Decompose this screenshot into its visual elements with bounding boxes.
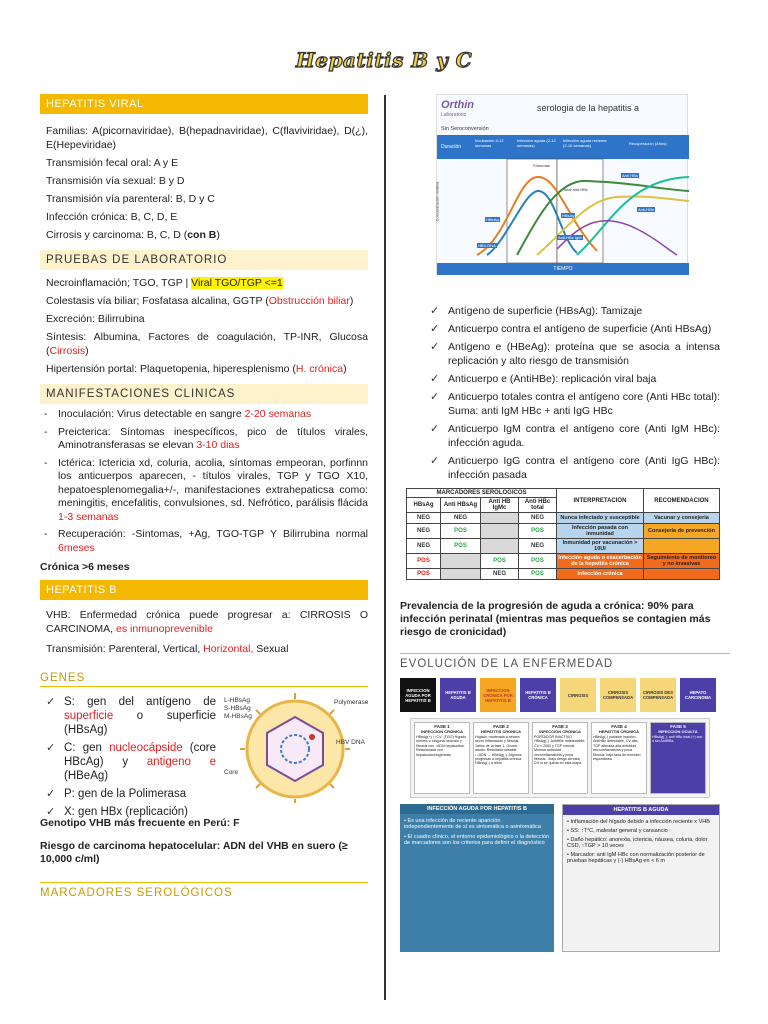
table-header: INTERPRETACION	[557, 489, 644, 513]
table-cell	[441, 569, 481, 580]
phase-card: FASE 4 HEPATITIS CRONICA HBeAg(-) portador inactivo. AntiHBe detectable, CV alta. TGP alterada alta actividad necroinflamatoria y poca fibrosis. bajo tasa de remisión espontánea	[591, 722, 647, 794]
table-cell-interpretacion: Infección crónica	[557, 569, 644, 580]
serologia-image	[436, 94, 688, 274]
table-row	[407, 524, 720, 539]
flow-step: CIRROSIS DES COMPENSADA	[640, 678, 676, 712]
phase-label: Incubación 4-12 semanas	[475, 138, 504, 148]
table-cell: NEG	[519, 513, 557, 524]
table-cell: POS	[441, 524, 481, 539]
table-group-header: MARCADORES SEROLOGICOS	[407, 489, 557, 498]
table-cell-interpretacion: Infección aguda o exacerbación de la hepatitis crónica	[558, 555, 642, 567]
genotipo-line: Genotipo VHB más frecuente en Perú: F	[40, 817, 240, 829]
aguda-card: INFECCIÓN AGUDA POR HEPATITIS B • Es una infección de reciente aparición independientemente de sí es sintomática o asintomática • El cuadro clínico, el entorno epidemiológico o la detección de marcadores son los criterios para definir el diagnóstico	[400, 804, 554, 952]
evolucion-diagram	[400, 678, 720, 952]
viral-line: Transmisión vía parenteral: B, D y C	[46, 193, 215, 205]
table-cell-recomendacion: Consejería de prevención	[643, 524, 719, 539]
curve-label: Anti-HBc IgM	[558, 235, 582, 240]
list-item: ✓ X: gen HBx (replicación)	[44, 805, 216, 819]
duracion-label: Duración	[441, 144, 462, 150]
orthin-logo: Orthin	[441, 99, 474, 111]
hepb-aguda-card: HEPATITIS B AGUDA • Inflamación del hígado debido a infección reciente x VHB • SS: ↑T°C, malestar general y cansancio • Daño hepático: anorexia, ictericia, náusea, coluria, dolor CSD, ↑TGP > 10 veces • Marcador: anti IgM HBc con normalización posterior de pruebas hepáticas y (-) HBsAg en < 6 m	[562, 804, 720, 952]
curve-label: Síntomas	[533, 163, 550, 168]
list-item: ✓ Anticuerpo e (AntiHBe): replicación viral baja	[428, 372, 720, 386]
list-item: - Recuperación: -Sintomas, +Ag, TGO-TGP Y Bilirrubina normal 6meses	[40, 528, 368, 555]
sin-seroconversion: Sin Seroconversión	[441, 126, 489, 132]
table-cell	[481, 513, 519, 524]
right-column	[400, 94, 730, 952]
list-item: ✓ Anticuerpo IgG contra el antígeno core (Anti IgG HBc): infección pasada	[428, 454, 720, 482]
table-cell-interpretacion: Infección pasada con inmunidad	[557, 524, 644, 539]
table-cell: POS	[519, 569, 557, 580]
transmision-line: Transmisión: Parenteral, Vertical, Horizontal, Sexual	[46, 643, 289, 655]
tiempo-bar: TIEMPO	[437, 263, 689, 275]
list-item: ✓ Antígeno de superficie (HBsAg): Tamizaje	[428, 304, 720, 318]
flow-step: HEPATITIS B CRÓNICA	[520, 678, 556, 712]
viral-line-cirrosis: Cirrosis y carcinoma: B, C, D (con B)	[46, 229, 220, 241]
virus-labels-left: L-HBsAg S-HBsAg M-HBsAg	[224, 697, 252, 720]
markers-table	[406, 488, 720, 580]
phase-card: FASE 5 INFECCION OCULTA HBsAg(-), anti HBc total (+) con o sin AntiHBs	[650, 722, 706, 794]
table-row	[407, 569, 720, 580]
viral-line: Familias: A(picornaviridae), B(hepadnaviridae), C(flaviviridae), D(¿), E(Hepeviridae)	[46, 125, 368, 151]
phase-label: Recuperación (Años)	[629, 141, 667, 146]
curve-label: Total anti-HBc	[563, 187, 588, 192]
list-item: - Inoculación: Virus detectable en sangre 2-20 semanas	[40, 408, 368, 422]
serologic-markers-table	[406, 488, 720, 592]
lab-sintesis: Síntesis: Albumina, Factores de coagulación, TP-INR, Glucosa (Cirrosis)	[46, 331, 368, 357]
table-cell: POS	[519, 524, 557, 539]
section-header-marcadores: MARCADORES SEROLÓGICOS	[40, 882, 368, 901]
table-header: Anti HB IgMc	[481, 498, 519, 513]
table-header: Anti HBsAg	[441, 498, 481, 513]
table-cell: NEG	[481, 569, 519, 580]
section-header-laboratorio: PRUEBAS DE LABORATORIO	[40, 250, 368, 270]
cronica-line: Crónica >6 meses	[40, 561, 130, 573]
curve-label: HBV-DNA	[478, 243, 496, 248]
table-cell: POS	[481, 554, 519, 569]
page-title: Hepatitis B y C	[295, 48, 473, 72]
table-cell: POS	[407, 569, 441, 580]
table-cell: POS	[519, 554, 557, 569]
table-cell: NEG	[407, 513, 441, 524]
table-cell	[441, 554, 481, 569]
flow-step: INFECCION CRONICA POR HEPATITIS B	[480, 678, 516, 712]
phase-card: FASE 3 INFECCION CRONICA PORTADOR INACTIVO HBsAg(-), AntiHBe Indetectable, CV < 2000 y TGP normal. Mínima actividad necroinflamatoria y poca fibrosis. ↓bajo riesgo cirrosis/ CH si se queda en esta etapa	[532, 722, 588, 794]
table-cell: NEG	[407, 539, 441, 554]
flow-step: CIRROSIS COMPENSADA	[600, 678, 636, 712]
manifestaciones-list	[40, 408, 368, 555]
prevalencia-text: Prevalencia de la progresión de aguda a crónica: 90% para infección perinatal (mientras mas pequeños se contagien más riesgo de cronicidad)	[400, 600, 711, 638]
list-item: - Ictérica: Ictericia xd, coluria, acolia, síntomas empeoran, porfinnn los anticuerpos aparecen, - títulos virales, TGP y TGO X10, hepatoesplenomegalia+/-, manifestaciones extrahepaticsa como: meningitis, encefalitis, convulsiones, sd. Nefrótico, parálisis flácida 1-3 semanas	[40, 457, 368, 525]
vhb-line: VHB: Enfermedad crónica puede progresar a: CIRROSIS O CARCINOMA, es inmunoprevenible	[46, 609, 368, 635]
section-header-hepatitis-b: HEPATITIS B	[40, 580, 368, 600]
list-item: ✓ Anticuerpo IgM contra el antígeno core (Anti IgM HBc): infección aguda.	[428, 422, 720, 450]
phase-card: FASE 1 INFECCION CRONICA HBeAg(+) ↑↑CV- (TGO) Hígado mínimo o ninguna necrosis y fibrosis con ↑ADN hepatocitos. Relacionada con hepatocarcinogenesis	[414, 722, 470, 794]
list-item: - Preicterica: Síntomas inespecíficos, pico de títulos virales, Aminotransferasas se elevan 3-10 dias	[40, 426, 368, 453]
table-cell: NEG	[519, 539, 557, 554]
phase-label: Infección aguda reciente (2-16 semanas)	[563, 138, 607, 148]
list-item: ✓ C: gen nucleocápside (core HBcAg) y antigeno e (HBeAg)	[44, 741, 216, 783]
lab-excrecion: Excreción: Bilirrubina	[46, 313, 145, 325]
serologia-ylabel: Concentración relativa	[434, 181, 440, 222]
table-header: Anti HBc total	[519, 498, 557, 513]
list-item: ✓ Antígeno e (HBeAg): proteína que se asocia a intensa replicación y alto riesgo de transmisión	[428, 340, 720, 368]
list-item: ✓ P: gen de la Polimerasa	[44, 787, 216, 801]
section-header-manifestaciones: MANIFESTACIONES CLINICAS	[40, 384, 368, 404]
left-column	[40, 94, 368, 901]
section-header-evolucion: EVOLUCIÓN DE LA ENFERMEDAD	[400, 653, 730, 672]
table-cell: POS	[441, 539, 481, 554]
serologia-title: serologia de la hepatitis a	[537, 103, 640, 113]
flow-step: CIRROSIS	[560, 678, 596, 712]
phase-label: Infección aguda (2-12 semanas)	[517, 138, 556, 148]
table-row	[407, 554, 720, 569]
orthin-logo-sub: Laboratorio	[441, 112, 467, 118]
section-header-genes: GENES	[40, 668, 368, 687]
lab-necro: Necroinflamación; TGO, TGP | Viral TGO/TGP <=1	[46, 277, 283, 289]
viral-line: Transmisión fecal oral: A y E	[46, 157, 179, 169]
curve-label: Antí HBs	[622, 173, 638, 178]
table-row	[407, 513, 720, 524]
list-item: ✓ S: gen del antígeno de superficie o superficie (HBsAg)	[44, 695, 216, 737]
lab-colestasis: Colestasis vía biliar; Fosfatasa alcalina, GGTP (Obstrucción biliar)	[46, 295, 354, 307]
section-header-hepatitis-viral: HEPATITIS VIRAL	[40, 94, 368, 114]
virus-label-polymerase: Polymerase	[334, 699, 369, 706]
phase-card: FASE 2 HEPATITIS CRONICA Hígado: moderada a severa necro inflamación y fibrosis. 1años de la fase 1. Ocurre adulto. Resultado variable ↓↓ADN → HBeAg(-). Algunos progresan a hepatitis crónica HBeAg(-) a años	[473, 722, 529, 794]
table-cell-interpretacion: Inmunidad por vacunación > 10UI	[557, 539, 644, 554]
list-item: ✓ Anticuerpo totales contra el antígeno core (Anti HBc total): Suma: anti IgM HBc + anti IgG HBc	[428, 390, 720, 418]
table-cell-recomendacion	[643, 539, 719, 554]
viral-line: Transmisión vía sexual: B y D	[46, 175, 185, 187]
table-cell-recomendacion: Vacunar y consejeria	[643, 513, 719, 524]
virus-label-core: Core	[224, 769, 239, 776]
flow-step: HEPATITIS B AGUDA	[440, 678, 476, 712]
table-row	[407, 539, 720, 554]
table-cell-interpretacion: Nunca infectado y susceptible	[557, 513, 644, 524]
genes-list	[44, 695, 216, 823]
table-cell-recomendacion: Seguimiento de monitoreo y no invasivas	[643, 554, 719, 569]
curve-label: HBeAg	[486, 217, 499, 222]
flow-step: INFECCION AGUDA POR HEPATITIS B	[400, 678, 436, 712]
virus-label-dna: HBV DNA	[336, 739, 365, 746]
column-divider	[384, 95, 386, 1000]
table-cell	[481, 524, 519, 539]
viral-line: Infección crónica: B, C, D, E	[46, 211, 178, 223]
table-header: RECOMENDACION	[643, 489, 719, 513]
riesgo-line: Riesgo de carcinoma hepatocelular: ADN del VHB en suero (≥ 10,000 c/ml)	[40, 840, 348, 865]
table-cell-recomendacion	[643, 569, 719, 580]
table-cell: POS	[407, 554, 441, 569]
genes-block	[40, 691, 369, 818]
table-header: HBsAg	[407, 498, 441, 513]
lab-hipertension: Hipertensión portal: Plaquetopenia, hiperesplenismo (H. crónica)	[46, 363, 347, 375]
curve-label: HBsAg	[562, 213, 575, 218]
curve-label: Anti-HBe	[638, 207, 655, 212]
antigen-list	[428, 304, 720, 482]
flow-step: HEPATO CARCINOMA	[680, 678, 716, 712]
table-cell: NEG	[407, 524, 441, 539]
table-cell	[481, 539, 519, 554]
list-item: ✓ Anticuerpo contra el antígeno de superficie (Anti HBsAg)	[428, 322, 720, 336]
table-cell: NEG	[441, 513, 481, 524]
